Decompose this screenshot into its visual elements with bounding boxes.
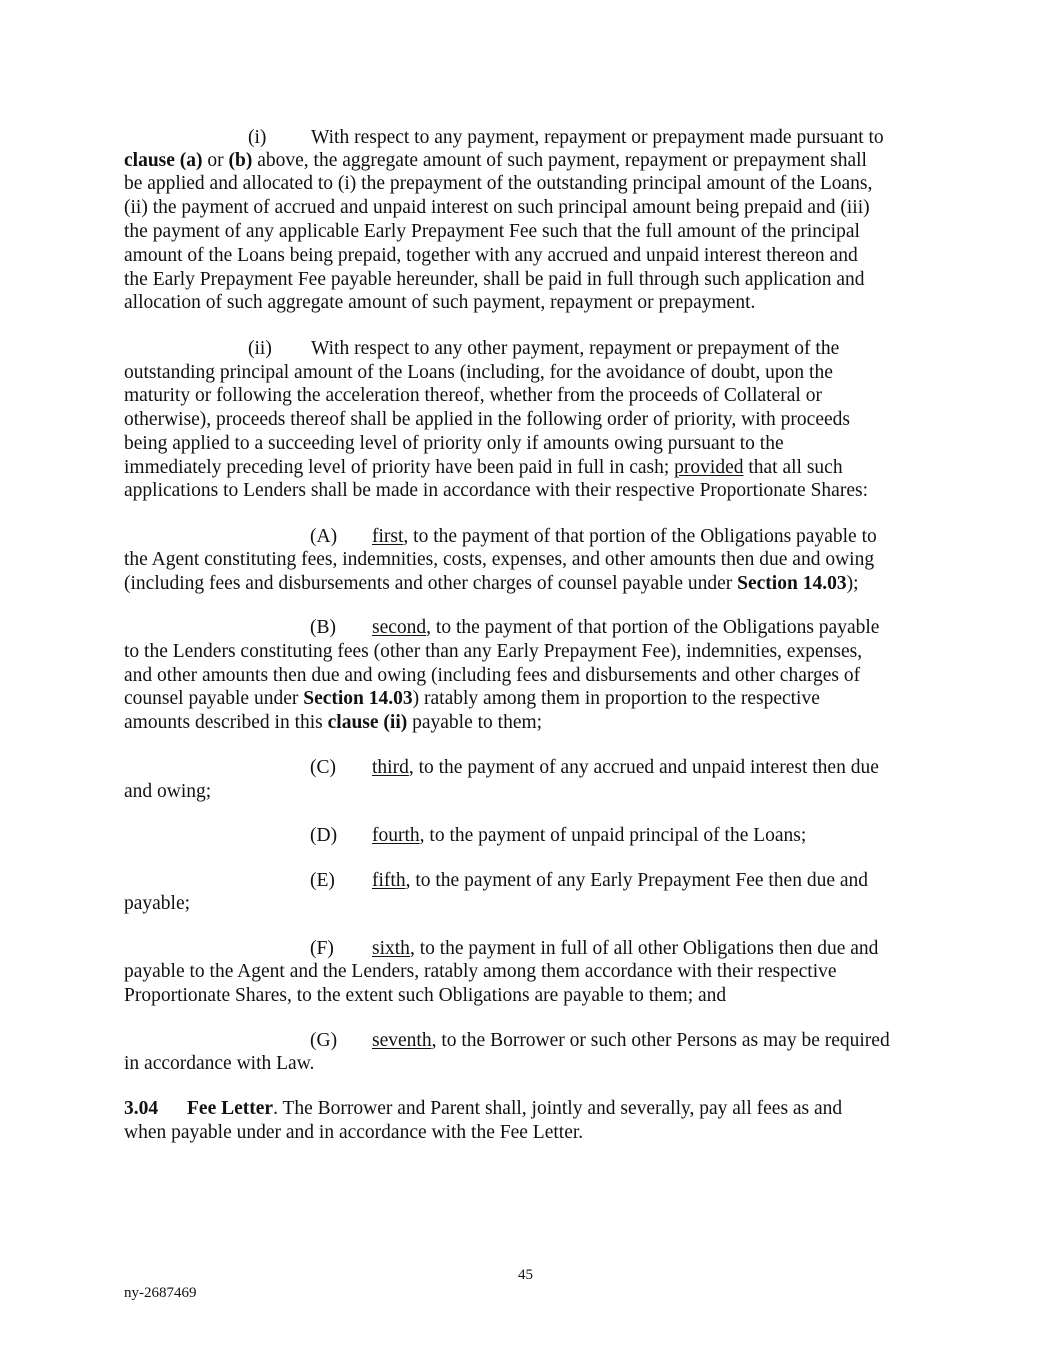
item-a-line: first, to the payment of that portion of the Obligations payable to bbox=[372, 526, 877, 547]
item-b-line: amounts described in this clause (ii) payable to them; bbox=[124, 712, 543, 733]
priority-term: first bbox=[372, 526, 404, 547]
item-f-label: (F) bbox=[310, 938, 334, 959]
item-e-line: payable; bbox=[124, 893, 191, 914]
clause-ref: clause (a) bbox=[124, 150, 203, 171]
item-c-line: and owing; bbox=[124, 781, 212, 802]
priority-term: fifth bbox=[372, 870, 406, 891]
item-a-line: (including fees and disbursements and other charges of counsel payable under Section 14.03); bbox=[124, 573, 859, 594]
para-ii-line: maturity or following the acceleration thereof, whether from the proceeds of Collateral or bbox=[124, 385, 822, 406]
priority-term: sixth bbox=[372, 938, 410, 959]
item-b-line: and other amounts then due and owing (including fees and disbursements and other charges of bbox=[124, 665, 861, 686]
para-ii-line: outstanding principal amount of the Loans (including, for the avoidance of doubt, upon the bbox=[124, 362, 833, 383]
item-g-line: in accordance with Law. bbox=[124, 1053, 315, 1074]
section-ref: Section 14.03 bbox=[737, 573, 847, 594]
para-ii-line: being applied to a succeeding level of priority only if amounts owing pursuant to the bbox=[124, 433, 784, 454]
para-ii-line: applications to Lenders shall be made in accordance with their respective Proportionate Shares: bbox=[124, 480, 868, 501]
para-i-line: clause (a) or (b) above, the aggregate amount of such payment, repayment or prepayment shall bbox=[124, 150, 867, 171]
para-i-line: (ii) the payment of accrued and unpaid interest on such principal amount being prepaid and (iii) bbox=[124, 197, 870, 218]
item-f-line: payable to the Agent and the Lenders, ratably among them accordance with their respective bbox=[124, 961, 837, 982]
item-d-label: (D) bbox=[310, 825, 338, 846]
item-e-label: (E) bbox=[310, 870, 335, 891]
document-id: ny-2687469 bbox=[124, 1285, 197, 1301]
item-e-line: fifth, to the payment of any Early Prepayment Fee then due and bbox=[372, 870, 869, 891]
para-i-line: the Early Prepayment Fee payable hereunder, shall be paid in full through such application and bbox=[124, 269, 865, 290]
para-i-line: amount of the Loans being prepaid, together with any accrued and unpaid interest thereon and bbox=[124, 245, 858, 266]
priority-term: second bbox=[372, 617, 427, 638]
section-line: Fee Letter. The Borrower and Parent shall, jointly and severally, pay all fees as and bbox=[187, 1098, 843, 1119]
section-number: 3.04 bbox=[124, 1098, 159, 1119]
item-f-line: Proportionate Shares, to the extent such Obligations are payable to them; and bbox=[124, 985, 727, 1006]
item-b-label: (B) bbox=[310, 617, 336, 638]
clause-ref: (b) bbox=[228, 150, 253, 171]
item-b-line: second, to the payment of that portion of the Obligations payable bbox=[372, 617, 880, 638]
priority-term: fourth bbox=[372, 825, 420, 846]
item-a-label: (A) bbox=[310, 526, 338, 547]
item-f-line: sixth, to the payment in full of all other Obligations then due and bbox=[372, 938, 879, 959]
para-ii-line: otherwise), proceeds thereof shall be applied in the following order of priority, with proceeds bbox=[124, 409, 850, 430]
clause-ref: clause (ii) bbox=[327, 712, 408, 733]
para-ii-label: (ii) bbox=[248, 338, 272, 359]
para-ii-line: immediately preceding level of priority have been paid in full in cash; provided that all such bbox=[124, 457, 843, 478]
item-c-line: third, to the payment of any accrued and unpaid interest then due bbox=[372, 757, 879, 778]
section-ref: Section 14.03 bbox=[303, 688, 413, 709]
page-number: 45 bbox=[518, 1267, 533, 1283]
item-b-line: to the Lenders constituting fees (other than any Early Prepayment Fee), indemnities, expenses, bbox=[124, 641, 863, 662]
priority-term: third bbox=[372, 757, 409, 778]
para-ii-line: With respect to any other payment, repayment or prepayment of the bbox=[311, 338, 840, 359]
para-i-line: be applied and allocated to (i) the prepayment of the outstanding principal amount of the Loans, bbox=[124, 173, 873, 194]
section-line: when payable under and in accordance with the Fee Letter. bbox=[124, 1122, 584, 1143]
item-g-label: (G) bbox=[310, 1030, 338, 1051]
item-c-label: (C) bbox=[310, 757, 336, 778]
section-title: Fee Letter bbox=[187, 1098, 274, 1119]
para-i-label: (i) bbox=[248, 127, 267, 148]
item-b-line: counsel payable under Section 14.03) ratably among them in proportion to the respective bbox=[124, 688, 820, 709]
para-i-line: allocation of such aggregate amount of such payment, repayment or prepayment. bbox=[124, 292, 756, 313]
item-d-line: fourth, to the payment of unpaid principal of the Loans; bbox=[372, 825, 807, 846]
item-a-line: the Agent constituting fees, indemnities, costs, expenses, and other amounts then due and owing bbox=[124, 549, 875, 570]
para-i-line: the payment of any applicable Early Prepayment Fee such that the full amount of the principal bbox=[124, 221, 860, 242]
priority-term: seventh bbox=[372, 1030, 432, 1051]
provided-term: provided bbox=[674, 457, 744, 478]
item-g-line: seventh, to the Borrower or such other Persons as may be required bbox=[372, 1030, 890, 1051]
para-i-line: With respect to any payment, repayment or prepayment made pursuant to bbox=[311, 127, 884, 148]
